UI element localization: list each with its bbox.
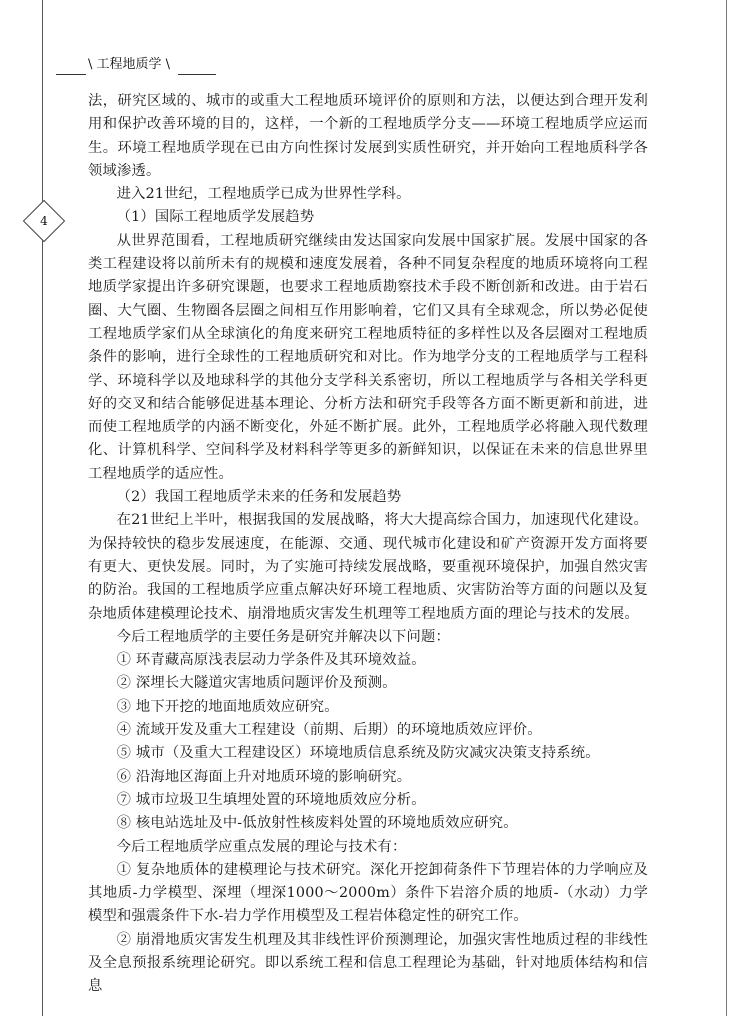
list-item: ⑦ 城市垃圾卫生填埋处置的环境地质效应分析。 — [116, 791, 426, 808]
body-text — [88, 90, 648, 999]
list-item: ② 深埋长大隧道灾害地质问题评价及预测。 — [116, 675, 397, 692]
list-item: ⑤ 城市（及重大工程建设区）环境地质信息系统及防灾减灾决策支持系统。 — [116, 745, 600, 762]
page-left-border — [42, 0, 43, 1016]
section-heading: （2）我国工程地质学未来的任务和发展趋势 — [116, 489, 402, 506]
page-right-border — [726, 0, 727, 1016]
paragraph-continuation: 法，研究区域的、城市的或重大工程地质环境评价的原则和方法，以便达到合理开发利用和保护改善环境的目的，这样，一个新的工程地质学分支——环境工程地质学应运而生。环境工程地质学现在已由方向性探讨发展到实质性研究，并开始向工程地质科学各领域渗透。 — [88, 93, 648, 179]
paragraph: 今后工程地质学应重点发展的理论与技术有： — [116, 838, 407, 855]
running-header-title: \ 工程地质学 \ — [88, 57, 171, 72]
header-rule-right — [178, 74, 216, 75]
header-rule-left — [56, 74, 86, 75]
list-item: ③ 地下开挖的地面地质效应研究。 — [116, 698, 339, 715]
list-item: ④ 流域开发及重大工程建设（前期、后期）的环境地质效应评价。 — [116, 722, 542, 739]
page-number: 4 — [40, 214, 48, 228]
paragraph: 进入21世纪，工程地质学已成为世界性学科。 — [116, 186, 411, 203]
section-heading: （1）国际工程地质学发展趋势 — [116, 209, 315, 226]
paragraph: 在21世纪上半叶，根据我国的发展战略，将大大提高综合国力，加速现代化建设。为保持较快的稳步发展速度，在能源、交通、现代城市化建设和矿产资源开发方面将要有更大、更快发展。同时，为了实施可持续发展战略，要重视环境保护，加强自然灾害的防治。我国的工程地质学应重点解决好环境工程地质、灾害防治等方面的问题以及复杂地质体建模理论技术、崩滑地质灾害发生机理等工程地质方面的理论与技术的发展。 — [88, 512, 648, 622]
list-item: ② 崩滑地质灾害发生机理及其非线性评价预测理论，加强灾害性地质过程的非线性及全息预报系统理论研究。即以系统工程和信息工程理论为基础，针对地质体结构和信息 — [88, 931, 648, 995]
list-item: ⑧ 核电站选址及中-低放射性核废料处置的环境地质效应研究。 — [116, 815, 518, 832]
paragraph: 今后工程地质学的主要任务是研究并解决以下问题： — [116, 628, 451, 645]
paragraph: 从世界范围看，工程地质研究继续由发达国家向发展中国家扩展。发展中国家的各类工程建设将以前所未有的规模和速度发展着，各种不同复杂程度的地质环境将向工程地质学家提出许多研究课题，也要求工程地质勘察技术手段不断创新和改进。由于岩石圈、大气圈、生物圈各层圈之间相互作用影响着，它们又具有全球观念，所以势必促使工程地质学家们从全球演化的角度来研究工程地质特征的多样性以及各层圈对工程地质条件的影响，进行全球性的工程地质研究和对比。作为地学分支的工程地质学与工程科学、环境科学以及地球科学的其他分支学科关系密切，所以工程地质学与各相关学科更好的交叉和结合能够促进基本理论、分析方法和研究手段等各方面不断更新和前进，进而使工程地质学的内涵不断变化，外延不断扩展。此外，工程地质学必将融入现代数理化、计算机科学、空间科学及材料科学等更多的新鲜知识，以保证在未来的信息世界里工程地质学的适应性。 — [88, 232, 648, 482]
list-item: ① 环青藏高原浅表层动力学条件及其环境效益。 — [116, 652, 426, 669]
list-item: ⑥ 沿海地区海面上升对地质环境的影响研究。 — [116, 768, 412, 785]
list-item: ① 复杂地质体的建模理论与技术研究。深化开挖卸荷条件下节理岩体的力学响应及其地质-力学模型、深埋（埋深1000～2000m）条件下岩溶介质的地质-（水动）力学模型和强震条件下水-岩力学作用模型及工程岩体稳定性的研究工作。 — [88, 861, 648, 925]
